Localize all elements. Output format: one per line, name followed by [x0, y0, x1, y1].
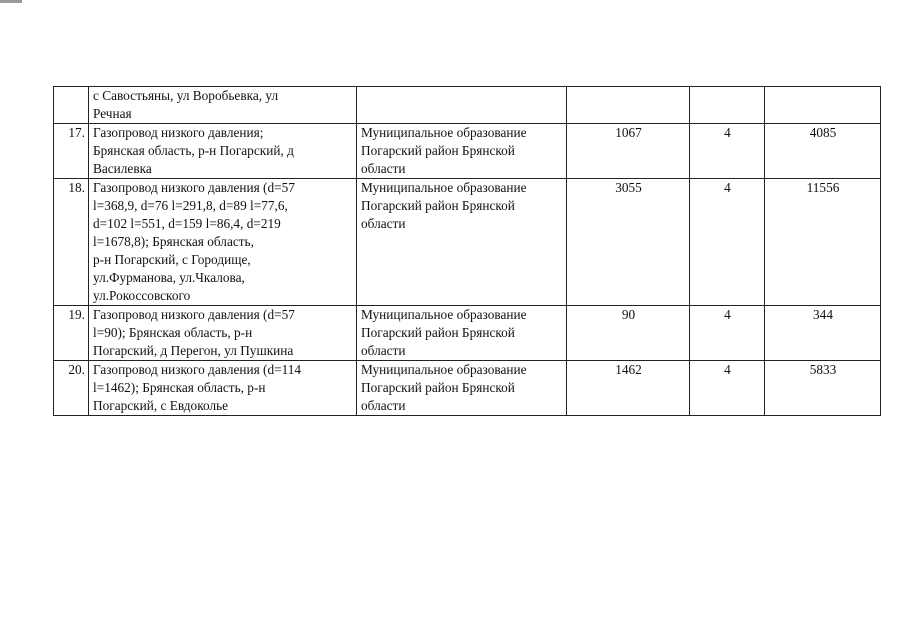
length-cell: 1462 — [567, 361, 690, 416]
owner-cell — [357, 87, 567, 124]
owner-cell: Муниципальное образование Погарский район Брянской области — [357, 179, 567, 306]
value-cell: 344 — [765, 306, 881, 361]
category-cell: 4 — [690, 361, 765, 416]
gas-pipeline-registry-table — [53, 86, 881, 416]
length-cell: 90 — [567, 306, 690, 361]
object-name-cell: Газопровод низкого давления (d=57 l=368,9, d=76 l=291,8, d=89 l=77,6, d=102 l=551, d=159 l=86,4, d=219 l=1678,8); Брянская область, р-н Погарский, с Городище, ул.Фурманова, ул.Чкалова, ул.Рокоссовского — [89, 179, 357, 306]
table-row — [54, 179, 881, 306]
value-cell: 5833 — [765, 361, 881, 416]
object-name-cell: Газопровод низкого давления (d=57 l=90); Брянская область, р-н Погарский, д Перегон, ул Пушкина — [89, 306, 357, 361]
category-cell: 4 — [690, 306, 765, 361]
value-cell — [765, 87, 881, 124]
scan-corner-mark — [0, 0, 22, 3]
table-row — [54, 361, 881, 416]
row-number-cell: 17. — [54, 124, 89, 179]
length-cell: 3055 — [567, 179, 690, 306]
table-row — [54, 124, 881, 179]
length-cell — [567, 87, 690, 124]
category-cell: 4 — [690, 124, 765, 179]
category-cell: 4 — [690, 179, 765, 306]
row-number-cell: 19. — [54, 306, 89, 361]
value-cell: 11556 — [765, 179, 881, 306]
length-cell: 1067 — [567, 124, 690, 179]
owner-cell: Муниципальное образование Погарский район Брянской области — [357, 361, 567, 416]
category-cell — [690, 87, 765, 124]
object-name-cell: Газопровод низкого давления; Брянская область, р-н Погарский, д Василевка — [89, 124, 357, 179]
object-name-cell: Газопровод низкого давления (d=114 l=1462); Брянская область, р-н Погарский, с Евдоколье — [89, 361, 357, 416]
object-name-cell: с Савостьяны, ул Воробьевка, ул Речная — [89, 87, 357, 124]
table-row — [54, 306, 881, 361]
value-cell: 4085 — [765, 124, 881, 179]
row-number-cell: 20. — [54, 361, 89, 416]
row-number-cell: 18. — [54, 179, 89, 306]
table-row — [54, 87, 881, 124]
owner-cell: Муниципальное образование Погарский район Брянской области — [357, 306, 567, 361]
owner-cell: Муниципальное образование Погарский район Брянской области — [357, 124, 567, 179]
row-number-cell — [54, 87, 89, 124]
